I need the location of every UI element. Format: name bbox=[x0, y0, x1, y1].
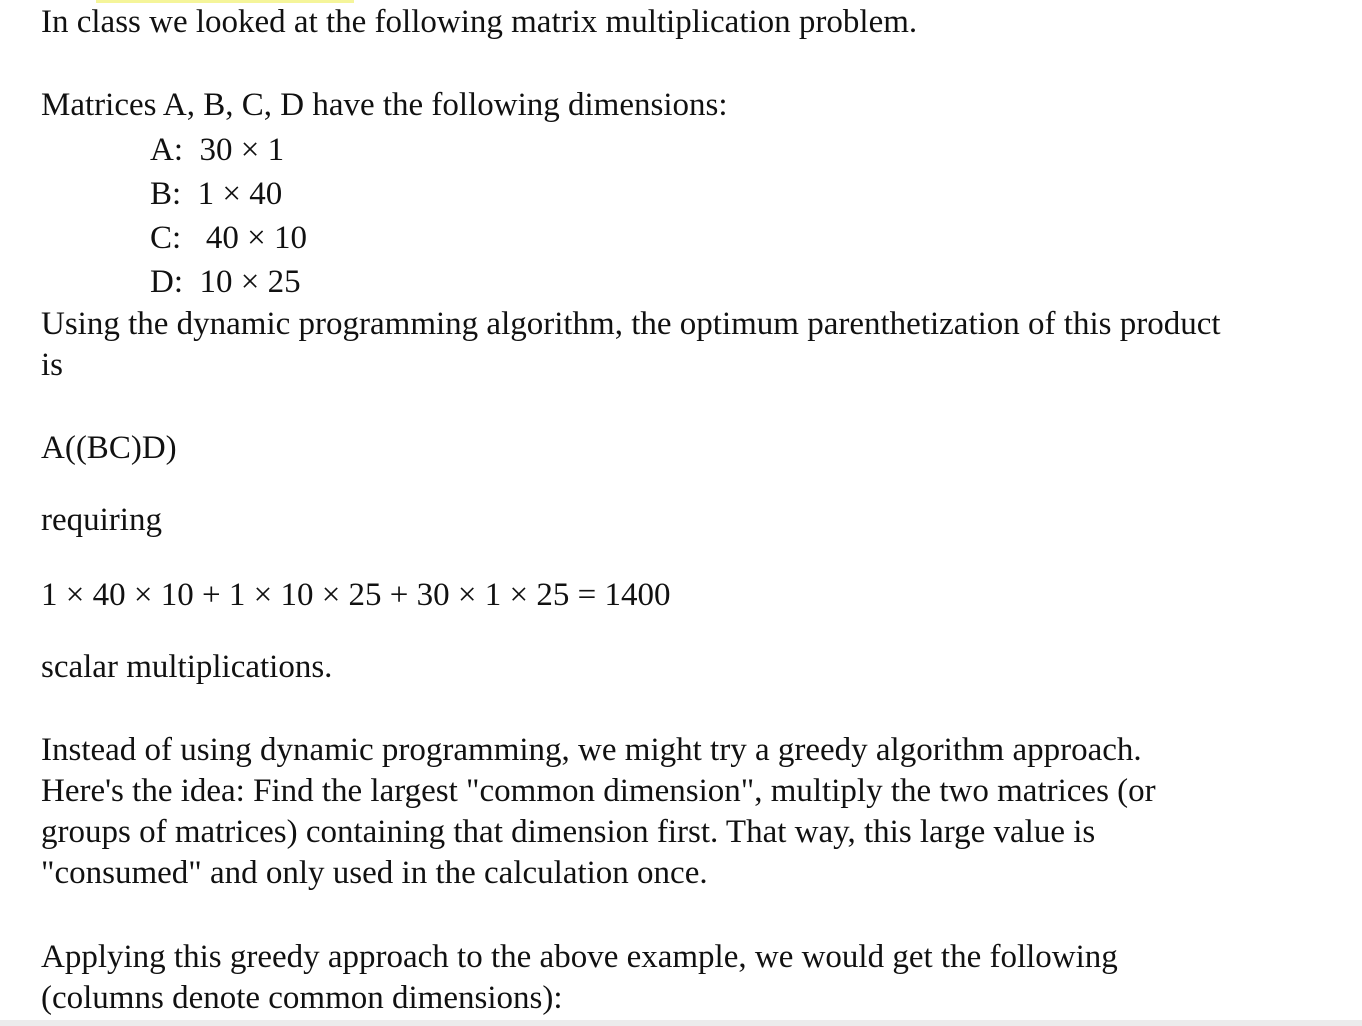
applying-paragraph-line-1: Applying this greedy approach to the above example, we would get the following bbox=[41, 939, 1118, 975]
dimensions-heading: Matrices A, B, C, D have the following dimensions: bbox=[41, 87, 728, 123]
optimal-parenthetization: A((BC)D) bbox=[41, 430, 177, 466]
page-bottom-edge bbox=[0, 1020, 1362, 1026]
requiring-text: requiring bbox=[41, 502, 162, 538]
greedy-paragraph-line-1: Instead of using dynamic programming, we might try a greedy algorithm approach. bbox=[41, 732, 1142, 768]
dimension-d: D: 10 × 25 bbox=[150, 264, 301, 300]
applying-paragraph-line-2: (columns denote common dimensions): bbox=[41, 980, 563, 1016]
dp-sentence-line-1: Using the dynamic programming algorithm, the optimum parenthetization of this product bbox=[41, 306, 1221, 342]
dp-sentence-line-2: is bbox=[41, 347, 64, 383]
greedy-paragraph-line-2: Here's the idea: Find the largest "common dimension", multiply the two matrices (or bbox=[41, 773, 1156, 809]
scalar-multiplications-text: scalar multiplications. bbox=[41, 649, 333, 685]
dimension-a: A: 30 × 1 bbox=[150, 132, 285, 168]
dimension-b: B: 1 × 40 bbox=[150, 176, 283, 212]
intro-text: In class we looked at the following matrix multiplication problem. bbox=[41, 4, 918, 40]
dimension-c: C: 40 × 10 bbox=[150, 220, 308, 256]
greedy-paragraph-line-4: "consumed" and only used in the calculation once. bbox=[41, 855, 708, 891]
greedy-paragraph-line-3: groups of matrices) containing that dimension first. That way, this large value is bbox=[41, 814, 1096, 850]
cost-equation: 1 × 40 × 10 + 1 × 10 × 25 + 30 × 1 × 25 = 1400 bbox=[41, 577, 671, 613]
